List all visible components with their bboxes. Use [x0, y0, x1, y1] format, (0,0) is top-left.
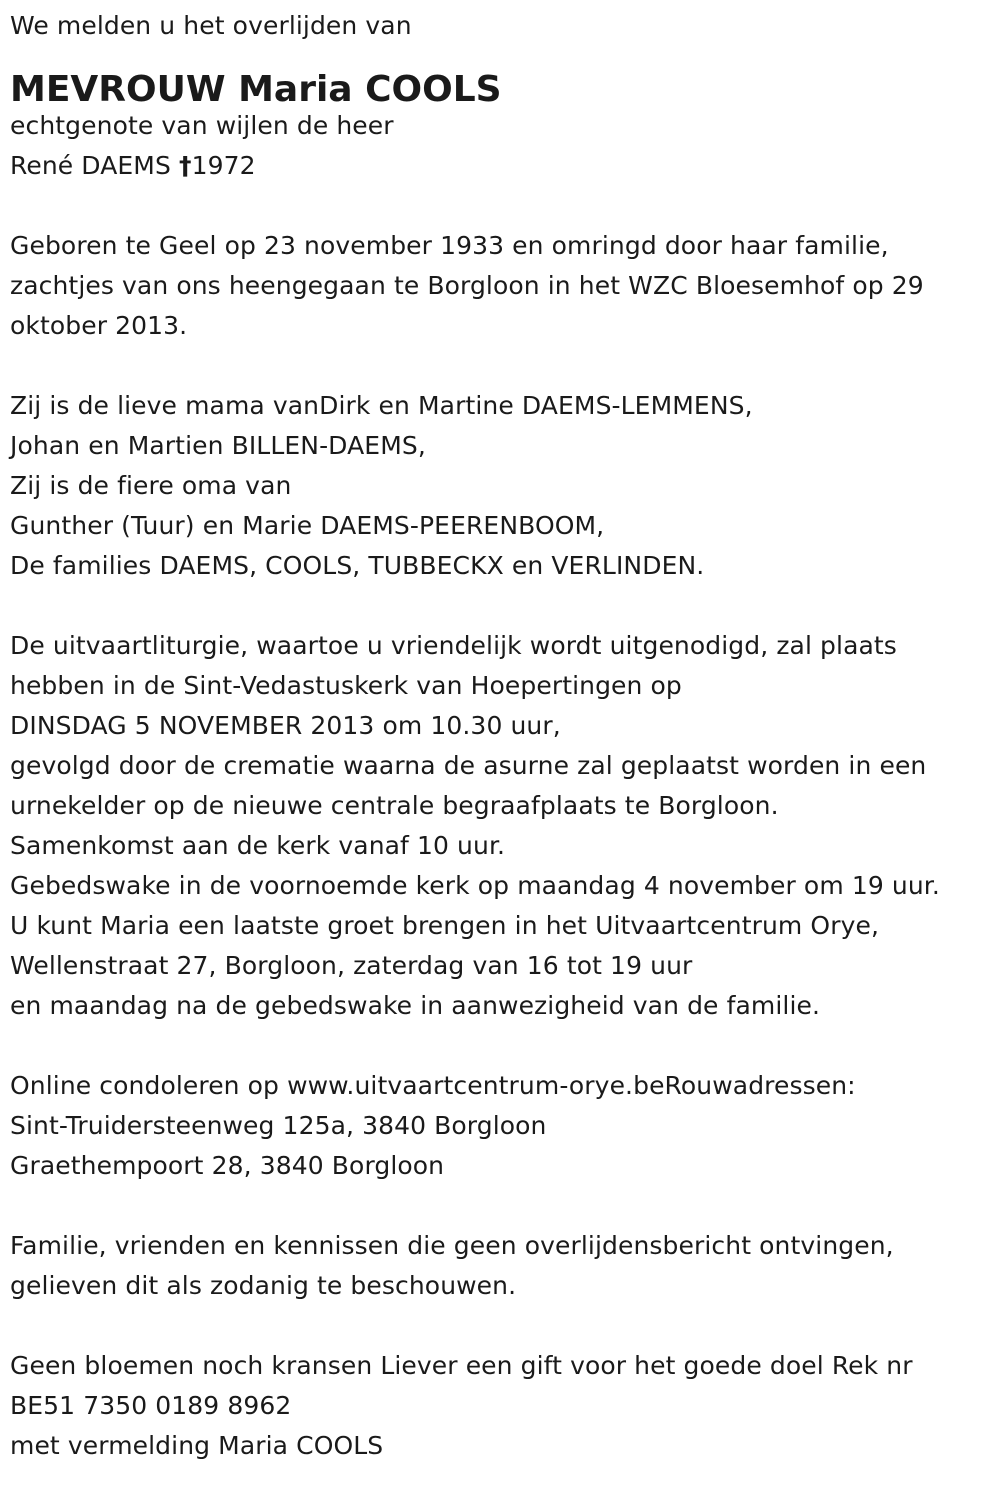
paragraph-line: zachtjes van ons heengegaan te Borgloon in het WZC Bloesemhof op 29: [10, 271, 924, 300]
paragraph-line: Zij is de fiere oma van: [10, 471, 292, 500]
deceased-name: MEVROUW Maria COOLS: [10, 69, 502, 110]
paragraph-line: hebben in de Sint-Vedastuskerk van Hoepertingen op: [10, 671, 682, 700]
paragraph-line: Zij is de lieve mama vanDirk en Martine DAEMS-LEMMENS,: [10, 391, 753, 420]
spacer: [10, 346, 1000, 386]
family-paragraph: [10, 386, 1000, 586]
spouse-name: René DAEMS: [10, 151, 179, 180]
paragraph-line: Online condoleren op www.uitvaartcentrum-orye.beRouwadressen:: [10, 1071, 856, 1100]
donation-paragraph: [10, 1346, 1000, 1466]
paragraph-line: Gunther (Tuur) en Marie DAEMS-PEERENBOOM,: [10, 511, 605, 540]
spacer: [10, 586, 1000, 626]
paragraph-line: met vermelding Maria COOLS: [10, 1431, 384, 1460]
birth-paragraph: [10, 226, 1000, 346]
paragraph-line: De families DAEMS, COOLS, TUBBECKX en VERLINDEN.: [10, 551, 705, 580]
spacer: [10, 1026, 1000, 1066]
paragraph-line: Graethempoort 28, 3840 Borgloon: [10, 1151, 445, 1180]
spouse-line: echtgenote van wijlen de heer: [10, 111, 394, 140]
paragraph-line: oktober 2013.: [10, 311, 188, 340]
notice-paragraph: [10, 1226, 1000, 1306]
paragraph-line: Wellenstraat 27, Borgloon, zaterdag van 16 tot 19 uur: [10, 951, 693, 980]
paragraph-line: Sint-Truidersteenweg 125a, 3840 Borgloon: [10, 1111, 547, 1140]
paragraph-line: gelieven dit als zodanig te beschouwen.: [10, 1271, 517, 1300]
cross-icon: †: [179, 151, 192, 180]
spacer: [10, 1306, 1000, 1346]
paragraph-line: Familie, vrienden en kennissen die geen overlijdensbericht ontvingen,: [10, 1231, 894, 1260]
paragraph-line: Geboren te Geel op 23 november 1933 en omringd door haar familie,: [10, 231, 889, 260]
addresses-paragraph: [10, 1066, 1000, 1186]
paragraph-line: Geen bloemen noch kransen Liever een gift voor het goede doel Rek nr: [10, 1351, 913, 1380]
paragraph-line: Johan en Martien BILLEN-DAEMS,: [10, 431, 426, 460]
paragraph-line: Samenkomst aan de kerk vanaf 10 uur.: [10, 831, 506, 860]
intro-text: We melden u het overlijden van: [10, 11, 412, 40]
spacer: [10, 1186, 1000, 1226]
paragraph-line: U kunt Maria een laatste groet brengen in het Uitvaartcentrum Orye,: [10, 911, 880, 940]
paragraph-line: DINSDAG 5 NOVEMBER 2013 om 10.30 uur,: [10, 711, 561, 740]
paragraph-line: en maandag na de gebedswake in aanwezigheid van de familie.: [10, 991, 821, 1020]
paragraph-line: De uitvaartliturgie, waartoe u vriendelijk wordt uitgenodigd, zal plaats: [10, 631, 897, 660]
bank-account: BE51 7350 0189 8962: [10, 1391, 292, 1420]
spouse-death-year: 1972: [191, 151, 256, 180]
paragraph-line: Gebedswake in de voornoemde kerk op maandag 4 november om 19 uur.: [10, 871, 940, 900]
paragraph-line: urnekelder op de nieuwe centrale begraafplaats te Borgloon.: [10, 791, 779, 820]
ceremony-paragraph: [10, 626, 1000, 1026]
spacer: [10, 186, 1000, 226]
paragraph-line: gevolgd door de crematie waarna de asurne zal geplaatst worden in een: [10, 751, 927, 780]
spouse-name-line: [10, 146, 1000, 186]
